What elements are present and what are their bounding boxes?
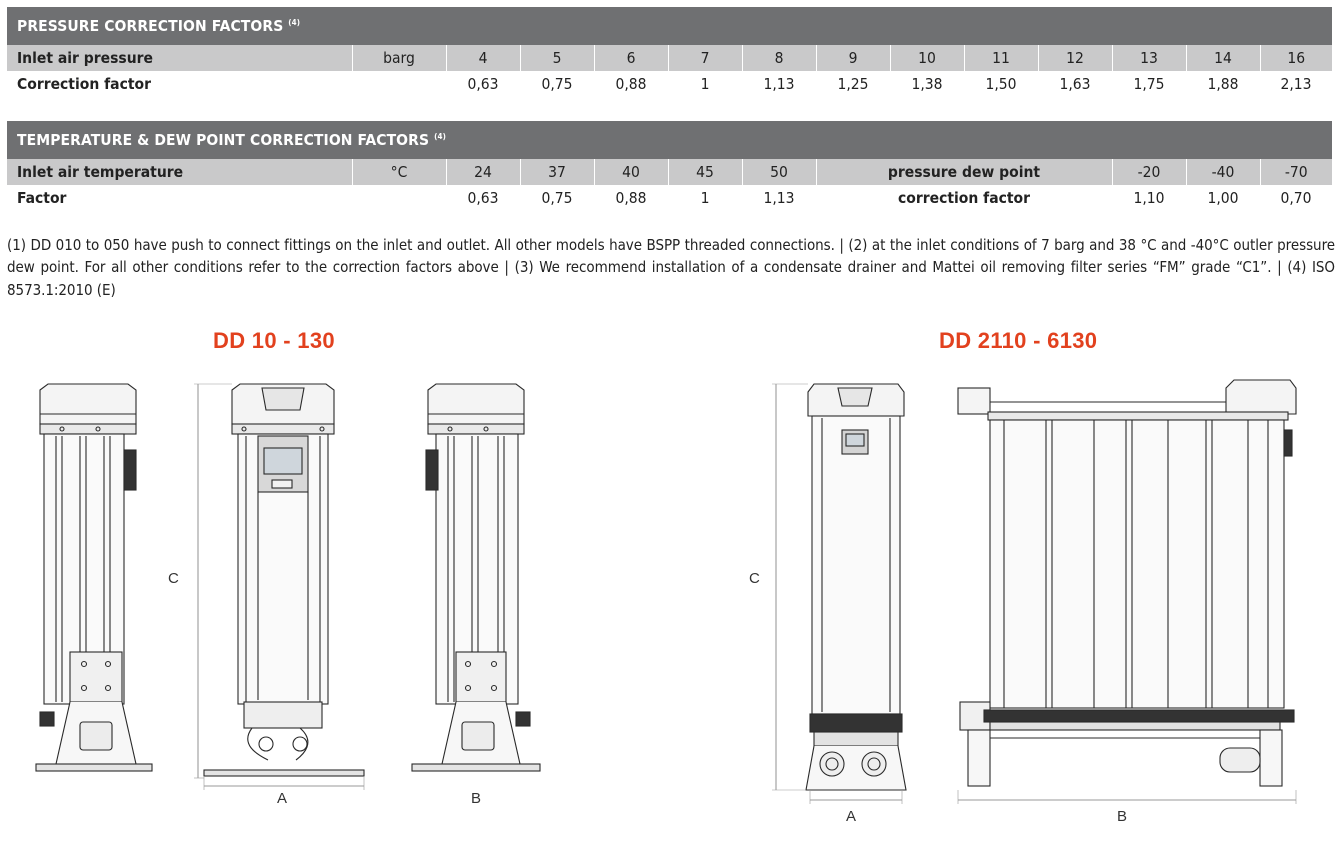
factor-value: 1,13 — [763, 75, 795, 93]
pressure-value: 12 — [1038, 45, 1112, 71]
temperature-unit: °C — [352, 159, 446, 185]
large-dimension-c-label: C — [749, 570, 760, 587]
dew-point-value: -20 — [1112, 159, 1186, 185]
small-dryer-side-view-left — [36, 384, 152, 771]
factor-value: 2,13 — [1280, 75, 1312, 93]
inlet-temperature-label: Inlet air temperature — [7, 159, 352, 185]
inlet-pressure-label: Inlet air pressure — [7, 45, 352, 71]
dew-point-value: -40 — [1186, 159, 1260, 185]
pressure-value: 9 — [816, 45, 890, 71]
factor-value: 1,75 — [1133, 75, 1165, 93]
pressure-value: 10 — [890, 45, 964, 71]
dew-point-factor-value: 1,10 — [1133, 189, 1165, 207]
factor-value: 1,25 — [837, 75, 869, 93]
large-dimension-a-label: A — [846, 808, 857, 825]
factor-value: 1 — [700, 75, 710, 93]
factor-value: 0,63 — [467, 189, 499, 207]
pressure-section-title: PRESSURE CORRECTION FACTORS $^{(4)}$ — [7, 7, 1332, 45]
large-dimension-b-label: B — [1117, 808, 1128, 825]
small-dryer-side-view-right — [412, 384, 540, 771]
large-dryer-side-view — [958, 380, 1296, 804]
small-dimension-a-label: A — [277, 790, 288, 807]
footnotes: (1) DD 010 to 050 have push to connect fittings on the inlet and outlet. All other models have BSPP threaded connections. | (2) at the inlet conditions of 7 barg and 38 °C and -40°C outler pressure dew point. For all other conditions refer to the correction factors above | (3) We recommend installation of a condensate drainer and Mattei oil removing filter series “FM” grade “C1”. | (4) ISO 8573.1:2010 (E) — [7, 236, 1335, 299]
factor-label: Factor — [17, 189, 67, 207]
temperature-value: 50 — [742, 159, 816, 185]
factor-value: 1,50 — [985, 75, 1017, 93]
pressure-value: 5 — [520, 45, 594, 71]
temperature-value: 45 — [668, 159, 742, 185]
factor-value: 1,88 — [1207, 75, 1239, 93]
small-dryer-front-view — [194, 384, 364, 790]
factor-value: 0,75 — [541, 189, 573, 207]
large-model-title: DD 2110 - 6130 — [939, 328, 1098, 353]
temperature-value: 24 — [446, 159, 520, 185]
small-dimension-b-label: B — [471, 790, 482, 807]
pressure-value: 4 — [446, 45, 520, 71]
small-dimension-c-label: C — [168, 570, 179, 587]
pressure-unit: barg — [352, 45, 446, 71]
dew-point-factor-value: 1,00 — [1207, 189, 1239, 207]
correction-factor-label: Correction factor — [17, 75, 151, 93]
factor-value: 1,38 — [911, 75, 943, 93]
pressure-value: 6 — [594, 45, 668, 71]
pressure-value: 16 — [1260, 45, 1332, 71]
pressure-value: 8 — [742, 45, 816, 71]
factor-value: 1 — [700, 189, 710, 207]
pressure-value: 13 — [1112, 45, 1186, 71]
dew-point-factor-value: 0,70 — [1280, 189, 1312, 207]
large-dryer-front-view — [772, 384, 906, 804]
pressure-value: 7 — [668, 45, 742, 71]
pressure-value: 11 — [964, 45, 1038, 71]
factor-value: 0,75 — [541, 75, 573, 93]
factor-value: 1,13 — [763, 189, 795, 207]
factor-value: 0,88 — [615, 75, 647, 93]
temperature-value: 37 — [520, 159, 594, 185]
temperature-value: 40 — [594, 159, 668, 185]
small-model-title: DD 10 - 130 — [213, 328, 335, 353]
factor-value: 0,88 — [615, 189, 647, 207]
factor-value: 0,63 — [467, 75, 499, 93]
pressure-value: 14 — [1186, 45, 1260, 71]
factor-value: 1,63 — [1059, 75, 1091, 93]
dew-point-factor-label: correction factor — [898, 189, 1030, 207]
dew-point-value: -70 — [1260, 159, 1332, 185]
dew-point-header-label: pressure dew point — [816, 159, 1112, 185]
temperature-section-title: TEMPERATURE & DEW POINT CORRECTION FACTORS $^{(4)}$ — [7, 121, 1332, 159]
